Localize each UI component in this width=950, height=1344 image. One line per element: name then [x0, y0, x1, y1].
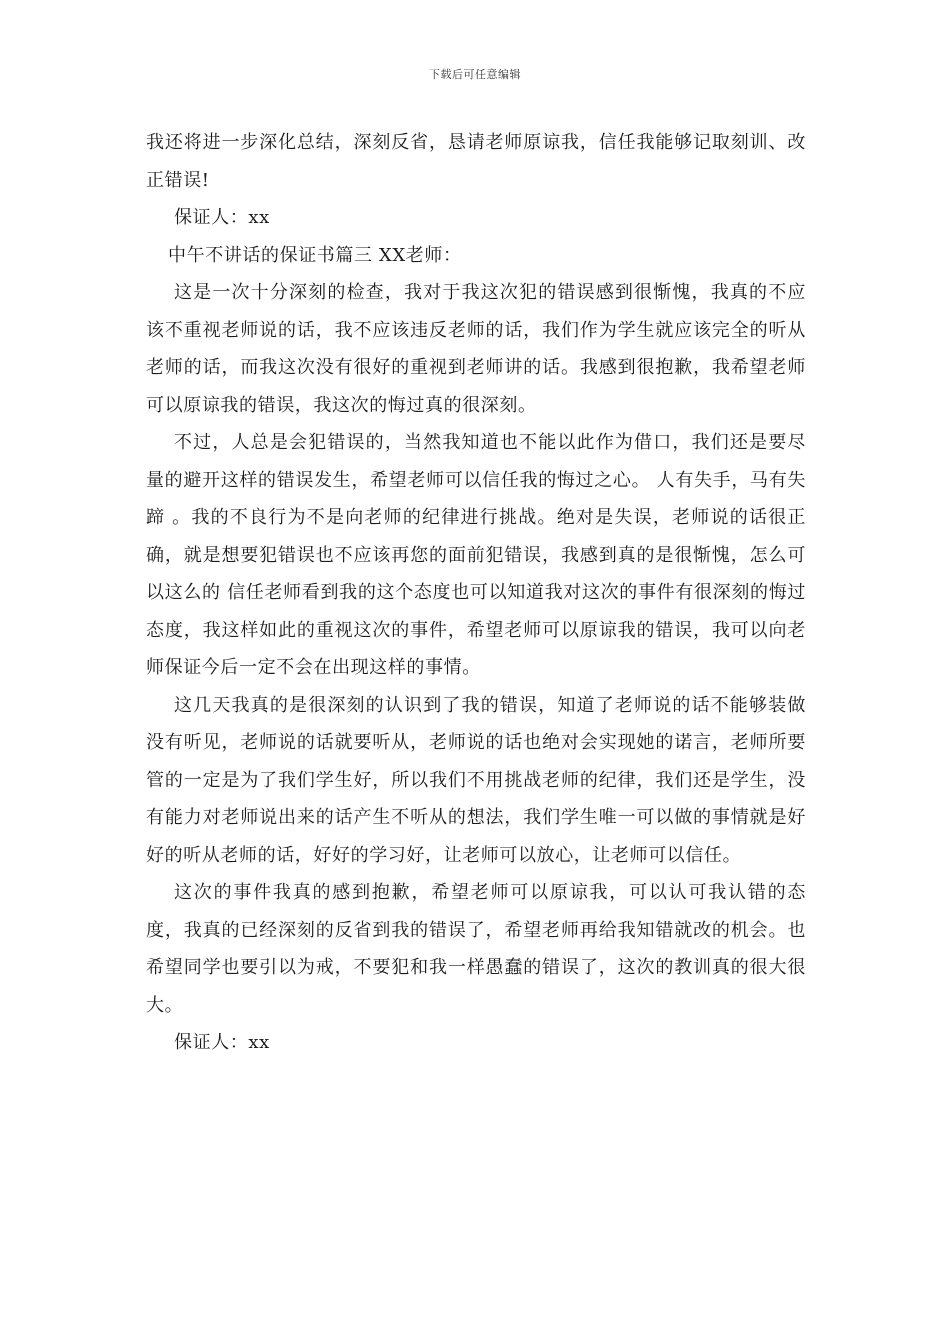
page-header: 下载后可任意编辑: [429, 68, 521, 81]
document-body: [146, 124, 806, 1062]
paragraph-mistake: 不过，人总是会犯错误的，当然我知道也不能以此作为借口，我们还是要尽量的避开这样的错误发生，希望老师可以信任我的悔过之心。 人有失手，马有失蹄 。我的不良行为不是向老师的纪律进行挑战。绝对是失误，老师说的话很正确，就是想要犯错误也不应该再您的面前犯错误，我感到真的是很惭愧，怎么可以这么的 信任老师看到我的这个态度也可以知道我对这次的事件有很深刻的悔过态度，我这样如此的重视这次的事件，希望老师可以原谅我的错误，我可以向老师保证今后一定不会在出现这样的事情。: [146, 432, 806, 678]
paragraph-apology: 这次的事件我真的感到抱歉，希望老师可以原谅我，可以认可我认错的态度，我真的已经深刻的反省到我的错误了，希望老师再给我知错就改的机会。也希望同学也要引以为戒，不要犯和我一样愚蠢的错误了，这次的教训真的很大很大。: [146, 882, 806, 1016]
section-heading: 中午不讲话的保证书篇三 XX老师：: [168, 244, 462, 266]
paragraph-realization: 这几天我真的是很深刻的认识到了我的错误，知道了老师说的话不能够装做没有听见，老师说的话就要听从，老师说的话也绝对会实现她的诺言，老师所要管的一定是为了我们学生好，所以我们不用挑战老师的纪律，我们还是学生，没有能力对老师说出来的话产生不听从的想法，我们学生唯一可以做的事情就是好好的听从老师的话，好好的学习好，让老师可以放心，让老师可以信任。: [146, 694, 806, 866]
paragraph-closing-promise: 我还将进一步深化总结，深刻反省，恳请老师原谅我，信任我能够记取刻训、改正错误!: [146, 132, 806, 191]
signature-line-final: 保证人：xx: [174, 1032, 270, 1053]
signature-line: 保证人：xx: [174, 207, 270, 228]
paragraph-inspection: 这是一次十分深刻的检查，我对于我这次犯的错误感到很惭愧，我真的不应该不重视老师说的话，我不应该违反老师的话，我们作为学生就应该完全的听从老师的话，而我这次没有很好的重视到老师讲的话。我感到很抱歉，我希望老师可以原谅我的错误，我这次的悔过真的很深刻。: [146, 282, 806, 416]
